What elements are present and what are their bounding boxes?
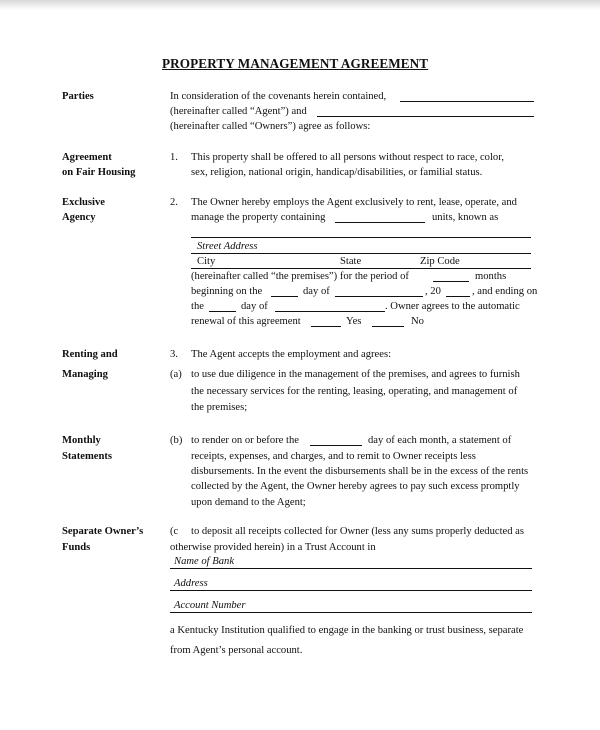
bank-address-blank[interactable] [170,590,532,591]
exclusive-agency-line-2b: units, known as [432,212,499,223]
premises-text-a: (hereinafter called “the premises”) for the period of [191,271,409,282]
top-shadow [0,0,600,10]
item-a-line-1: to use due diligence in the management of the premises, and agrees to furnish [191,369,520,380]
parties-label: Parties [62,91,94,102]
exclusive-agency-label-1: Exclusive [62,197,105,208]
item-b-line-2: receipts, expenses, and charges, and to remit to Owner receipts less [191,451,476,462]
units-blank[interactable] [335,222,425,223]
parties-blank-1[interactable] [400,101,534,102]
section-2-number: 2. [170,197,178,208]
zip-code-label: Zip Code [420,256,460,267]
ending-text-b: day of [241,301,268,312]
name-of-bank-label: Name of Bank [174,556,235,567]
item-b-line-4: collected by the Agent, the Owner hereby agrees to pay such excess promptly [191,481,520,492]
section-3-number: 3. [170,349,178,360]
premises-text-b: months [475,271,507,282]
parties-line-3: (hereinafter called “Owners”) agree as follows: [170,121,371,132]
item-b-line-1b: day of each month, a statement of [368,435,512,446]
beginning-day-blank[interactable] [271,296,298,297]
page-title: PROPERTY MANAGEMENT AGREEMENT [162,56,429,71]
renewal-yes-label: Yes [346,316,362,327]
item-a-marker: (a) [170,369,182,380]
property-name-blank[interactable] [191,237,531,238]
renewal-no-blank[interactable] [372,326,404,327]
renewal-text: renewal of this agreement [191,316,301,327]
state-label: State [340,256,362,267]
item-c-marker: (c [170,526,179,537]
monthly-label-2: Statements [62,451,113,462]
monthly-label-1: Monthly [62,435,101,446]
street-address-blank[interactable] [191,253,531,254]
city-label: City [197,256,216,267]
street-address-label: Street Address [197,241,258,252]
section-1-number: 1. [170,152,178,163]
exclusive-agency-line-1: The Owner hereby employs the Agent exclusively to rent, lease, operate, and [191,197,517,208]
address-label: Address [174,578,208,589]
statement-day-blank[interactable] [310,445,362,446]
renewal-yes-blank[interactable] [311,326,341,327]
ending-text-a: the [191,301,204,312]
renting-label-2: Managing [62,369,108,380]
item-b-line-1a: to render on or before the [191,435,299,446]
item-b-marker: (b) [170,435,183,446]
period-months-blank[interactable] [433,281,469,282]
ending-text-c: . Owner agrees to the automatic [385,301,520,312]
parties-blank-2[interactable] [317,116,534,117]
account-number-blank[interactable] [170,612,532,613]
beginning-text-c: , 20 [425,286,441,297]
beginning-text-b: day of [303,286,330,297]
renting-intro: The Agent accepts the employment and agrees: [191,349,392,360]
ending-day-blank[interactable] [209,311,236,312]
funds-line-4: from Agent’s personal account. [170,645,303,656]
renewal-no-label: No [411,316,424,327]
beginning-text-a: beginning on the [191,286,263,297]
renting-label-1: Renting and [62,349,118,360]
funds-label-1: Separate Owner’s [62,526,144,537]
bank-name-blank[interactable] [170,568,532,569]
item-a-line-3: the premises; [191,402,248,413]
account-number-label: Account Number [174,600,246,611]
ending-month-blank[interactable] [275,311,385,312]
city-state-zip-blank[interactable] [191,268,531,269]
fair-housing-label-1: Agreement [62,152,112,163]
item-a-line-2: the necessary services for the renting, leasing, operating, and management of [191,386,518,397]
beginning-year-blank[interactable] [446,296,470,297]
exclusive-agency-label-2: Agency [62,212,96,223]
fair-housing-label-2: on Fair Housing [62,167,136,178]
funds-line-3: a Kentucky Institution qualified to engage in the banking or trust business, separate [170,625,524,636]
parties-line-2: (hereinafter called “Agent”) and [170,106,307,117]
item-b-line-3: disbursements. In the event the disbursements shall be in the excess of the rents [191,466,529,477]
item-b-line-5: upon demand to the Agent; [191,497,306,508]
fair-housing-line-1: This property shall be offered to all persons without respect to race, color, [191,152,504,163]
beginning-month-blank[interactable] [335,296,423,297]
item-c-line-2: otherwise provided herein) in a Trust Account in [170,542,376,553]
beginning-text-d: , and ending on [472,286,538,297]
item-c-line-1: to deposit all receipts collected for Owner (less any sums properly deducted as [191,526,525,537]
exclusive-agency-line-2a: manage the property containing [191,212,326,223]
parties-line-1: In consideration of the covenants herein contained, [170,91,387,102]
fair-housing-line-2: sex, religion, national origin, handicap/disabilities, or familial status. [191,167,483,178]
funds-label-2: Funds [62,542,91,553]
